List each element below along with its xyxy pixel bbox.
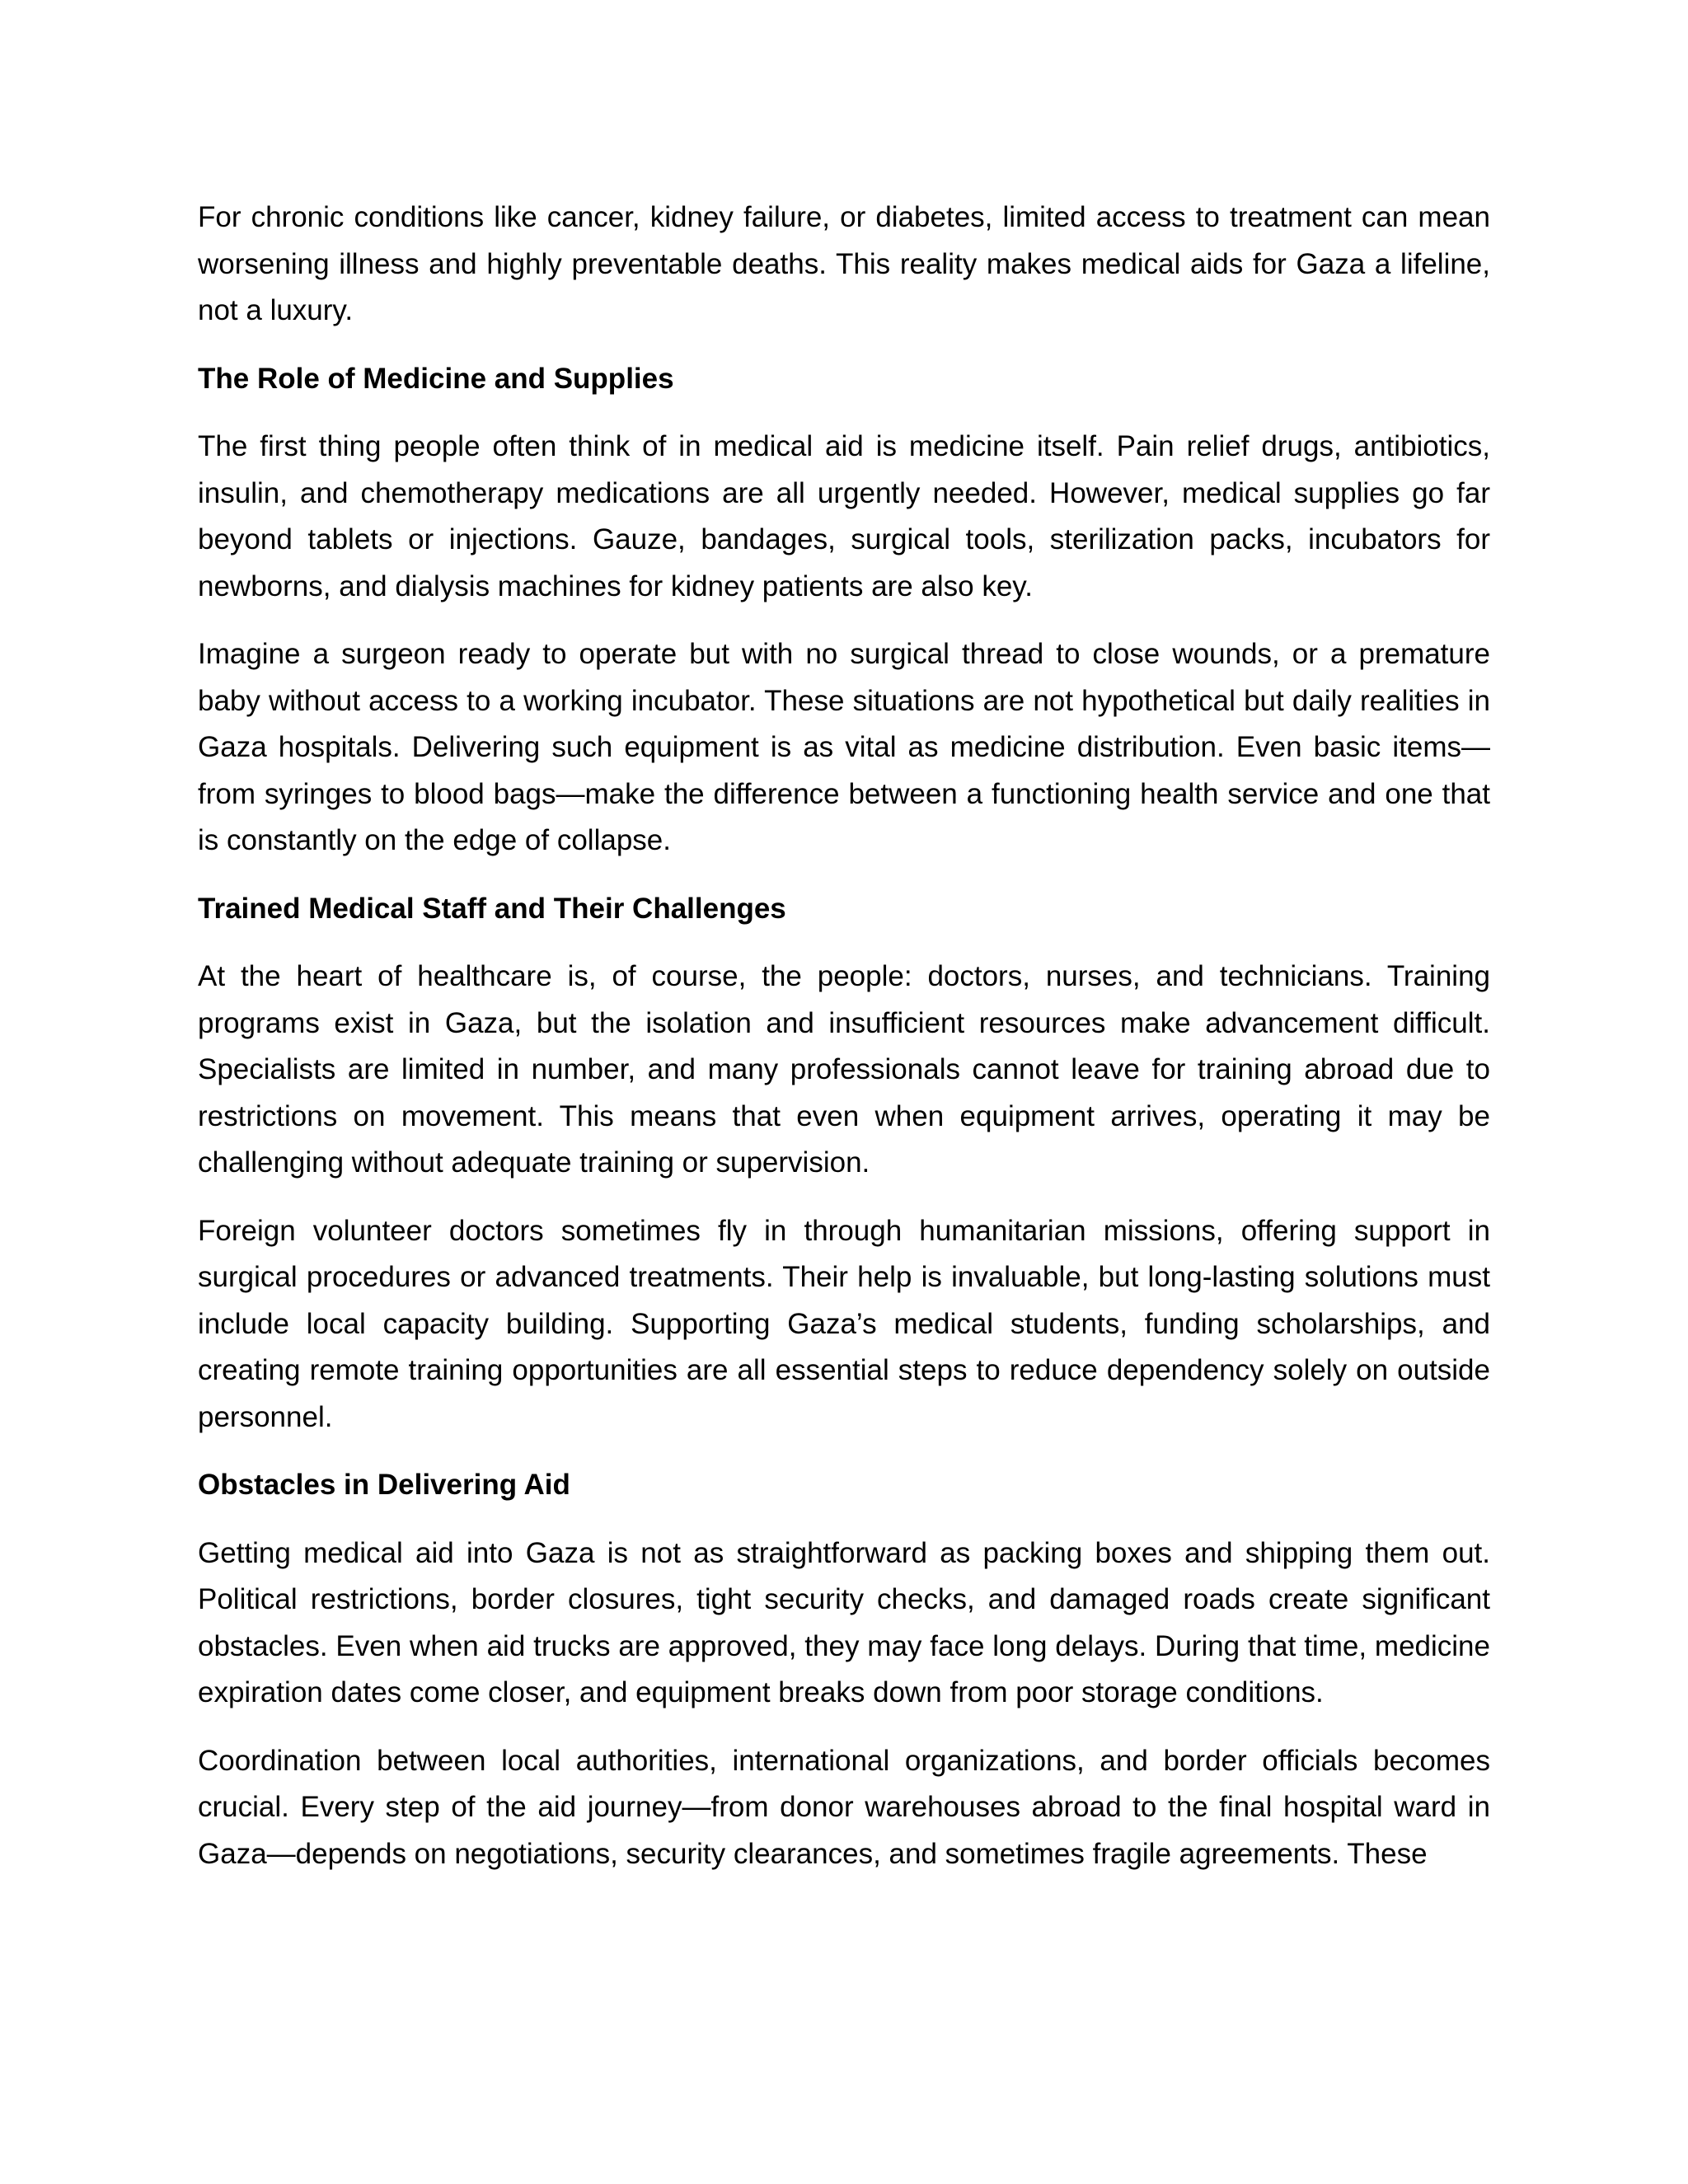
paragraph-medicine-supplies: The first thing people often think of in medical aid is medicine itself. Pain relief drugs, antibiotics, insulin, and chemotherapy medications are all urgently needed. However, medical supplies go far beyond tablets or injections. Gauze, bandages, surgical tools, sterilization packs, incubators for newborns, and dialysis machines for kidney patients are also key. <box>198 430 1490 602</box>
paragraph-getting-aid: Getting medical aid into Gaza is not as straightforward as packing boxes and shipping them out. Political restrictions, border closures, tight security checks, and damaged roads create significant obstacles. Even when aid trucks are approved, they may face long delays. During that time, medicine expiration dates come closer, and equipment breaks down from poor storage conditions. <box>198 1536 1490 1708</box>
heading-obstacles: Obstacles in Delivering Aid <box>198 1469 570 1501</box>
heading-trained-staff: Trained Medical Staff and Their Challenges <box>198 892 786 925</box>
paragraph-foreign-volunteers: Foreign volunteer doctors sometimes fly in through humanitarian missions, offering support in surgical procedures or advanced treatments. Their help is invaluable, but long-lasting solutions must include local capacity building. Supporting Gaza’s medical students, funding scholarships, and creating remote training opportunities are all essential steps to reduce dependency solely on outside personnel. <box>198 1214 1490 1433</box>
heading-role-of-medicine: The Role of Medicine and Supplies <box>198 362 674 395</box>
paragraph-healthcare-people: At the heart of healthcare is, of course, the people: doctors, nurses, and technicians. Training programs exist in Gaza, but the isolation and insufficient resources make advancement difficult. Specialists are limited in number, and many professionals cannot leave for training abroad due to restrictions on movement. This means that even when equipment arrives, operating it may be challenging without adequate training or supervision. <box>198 960 1490 1179</box>
document-page <box>198 194 1490 1877</box>
paragraph-surgeon-example: Imagine a surgeon ready to operate but with no surgical thread to close wounds, or a premature baby without access to a working incubator. These situations are not hypothetical but daily realities in Gaza hospitals. Delivering such equipment is as vital as medicine distribution. Even basic items—from syringes to blood bags—make the difference between a functioning health service and one that is constantly on the edge of collapse. <box>198 638 1490 856</box>
paragraph-coordination: Coordination between local authorities, international organizations, and border officials becomes crucial. Every step of the aid journey—from donor warehouses abroad to the final hospital ward in Gaza—depends on negotiations, security clearances, and sometimes fragile agreements. These <box>198 1744 1490 1870</box>
paragraph-chronic-conditions: For chronic conditions like cancer, kidney failure, or diabetes, limited access to treatment can mean worsening illness and highly preventable deaths. This reality makes medical aids for Gaza a lifeline, not a luxury. <box>198 201 1490 326</box>
